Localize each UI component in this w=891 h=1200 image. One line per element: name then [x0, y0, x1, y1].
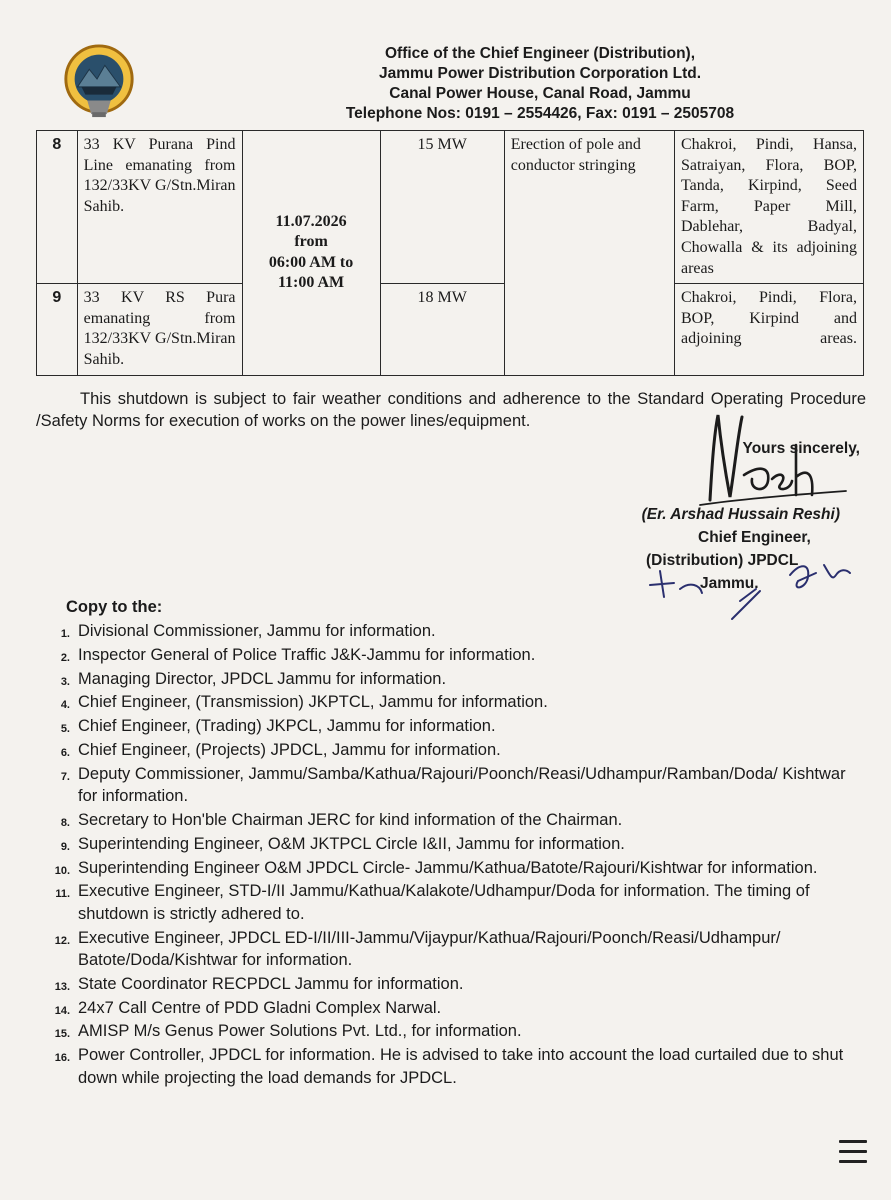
- list-item: 15. AMISP M/s Genus Power Solutions Pvt. Ltd., for information.: [54, 1022, 522, 1041]
- serial-number-cell: 8: [37, 131, 78, 284]
- copy-recipients-list: [36, 620, 856, 1090]
- load-cell: 18 MW: [380, 284, 504, 375]
- contact-numbers: Telephone Nos: 0191 – 2554426, Fax: 0191 – 2505708: [345, 105, 735, 122]
- affected-areas-cell: Chakroi, Pindi, Flora, BOP, Kirpind and adjoining areas.: [675, 284, 864, 375]
- signatory-title: Chief Engineer,: [698, 529, 811, 546]
- list-item: 7. Deputy Commissioner, Jammu/Samba/Kathua/Rajouri/Poonch/Reasi/Udhampur/Ramban/Doda/ Kishtwar for information.: [60, 764, 846, 806]
- line-name-cell: 33 KV RS Pura emanating from 132/33KV G/Stn.Miran Sahib.: [77, 284, 242, 375]
- signatory-name: (Er. Arshad Hussain Reshi): [641, 506, 840, 523]
- serial-number-cell: 9: [37, 284, 78, 375]
- closing-salutation: Yours sincerely,: [742, 440, 860, 457]
- letterhead: [280, 44, 800, 124]
- list-item: 6. Chief Engineer, (Projects) JPDCL, Jammu for information.: [60, 740, 501, 759]
- table-row: [37, 131, 864, 284]
- shutdown-date: 11.07.2026: [275, 212, 347, 230]
- shutdown-end: 11:00 AM: [277, 274, 345, 292]
- shutdown-time-cell: [242, 131, 380, 376]
- line-name-cell: 33 KV Purana Pind Line emanating from 132/33KV G/Stn.Miran Sahib.: [77, 131, 242, 284]
- handwritten-signature: [640, 405, 860, 515]
- list-item: 12. Executive Engineer, JPDCL ED-I/II/III-Jammu/Vijaypur/Kathua/Rajouri/Poonch/Reasi/Udhampur/ Batote/Doda/Kishtwar for information.: [54, 928, 781, 969]
- office-name: Office of the Chief Engineer (Distribution),: [385, 45, 695, 62]
- shutdown-start: 06:00 AM to: [268, 253, 354, 271]
- list-item: 16. Power Controller, JPDCL for information. He is advised to take into account the load curtailed due to shut down while projecting the load demands for JPDCL.: [54, 1046, 844, 1087]
- list-item: 2. Inspector General of Police Traffic J&K-Jammu for information.: [60, 645, 536, 664]
- list-item: 8. Secretary to Hon'ble Chairman JERC for kind information of the Chairman.: [60, 810, 623, 829]
- list-item: 4. Chief Engineer, (Transmission) JKPTCL, Jammu for information.: [60, 693, 548, 712]
- load-cell: 15 MW: [380, 131, 504, 284]
- signatory-location: Jammu.: [700, 575, 759, 592]
- shutdown-from: from: [294, 233, 328, 251]
- jpdcl-logo-icon: [60, 42, 138, 120]
- handwritten-initials: [640, 545, 860, 625]
- list-item: 1. Divisional Commissioner, Jammu for information.: [60, 622, 436, 640]
- copy-to-heading: Copy to the:: [66, 598, 163, 616]
- work-description-cell: Erection of pole and conductor stringing: [504, 131, 674, 376]
- affected-areas-cell: Chakroi, Pindi, Hansa, Satraiyan, Flora, BOP, Tanda, Kirpind, Seed Farm, Paper Mill, Dablehar, Badyal, Chowalla & its adjoining areas: [675, 131, 864, 284]
- list-item: 5. Chief Engineer, (Trading) JKPCL, Jammu for information.: [60, 717, 496, 736]
- list-item: 13. State Coordinator RECPDCL Jammu for information.: [54, 974, 464, 993]
- list-item: 11. Executive Engineer, STD-I/II Jammu/Kathua/Kalakote/Udhampur/Doda for information. The timing of shutdown is strictly adhered to.: [55, 882, 810, 923]
- list-item: 3. Managing Director, JPDCL Jammu for information.: [60, 669, 447, 688]
- list-item: 9. Superintending Engineer, O&M JKTPCL Circle I&II, Jammu for information.: [60, 834, 625, 853]
- list-item: 14. 24x7 Call Centre of PDD Gladni Complex Narwal.: [54, 998, 442, 1017]
- list-item: 10. Superintending Engineer O&M JPDCL Circle- Jammu/Kathua/Batote/Rajouri/Kishtwar for information.: [54, 858, 818, 877]
- paragraph-text: This shutdown is subject to fair weather conditions and adherence to the Standard Operating Procedure /Safety Norms for execution of works on the power lines/equipment.: [36, 390, 866, 430]
- table-row: [37, 284, 864, 375]
- signatory-department: (Distribution) JPDCL: [646, 552, 799, 569]
- office-address: Canal Power House, Canal Road, Jammu: [389, 85, 691, 102]
- hamburger-menu-icon[interactable]: [839, 1140, 867, 1172]
- shutdown-table: [36, 130, 864, 376]
- corporation-name: Jammu Power Distribution Corporation Ltd.: [378, 65, 702, 82]
